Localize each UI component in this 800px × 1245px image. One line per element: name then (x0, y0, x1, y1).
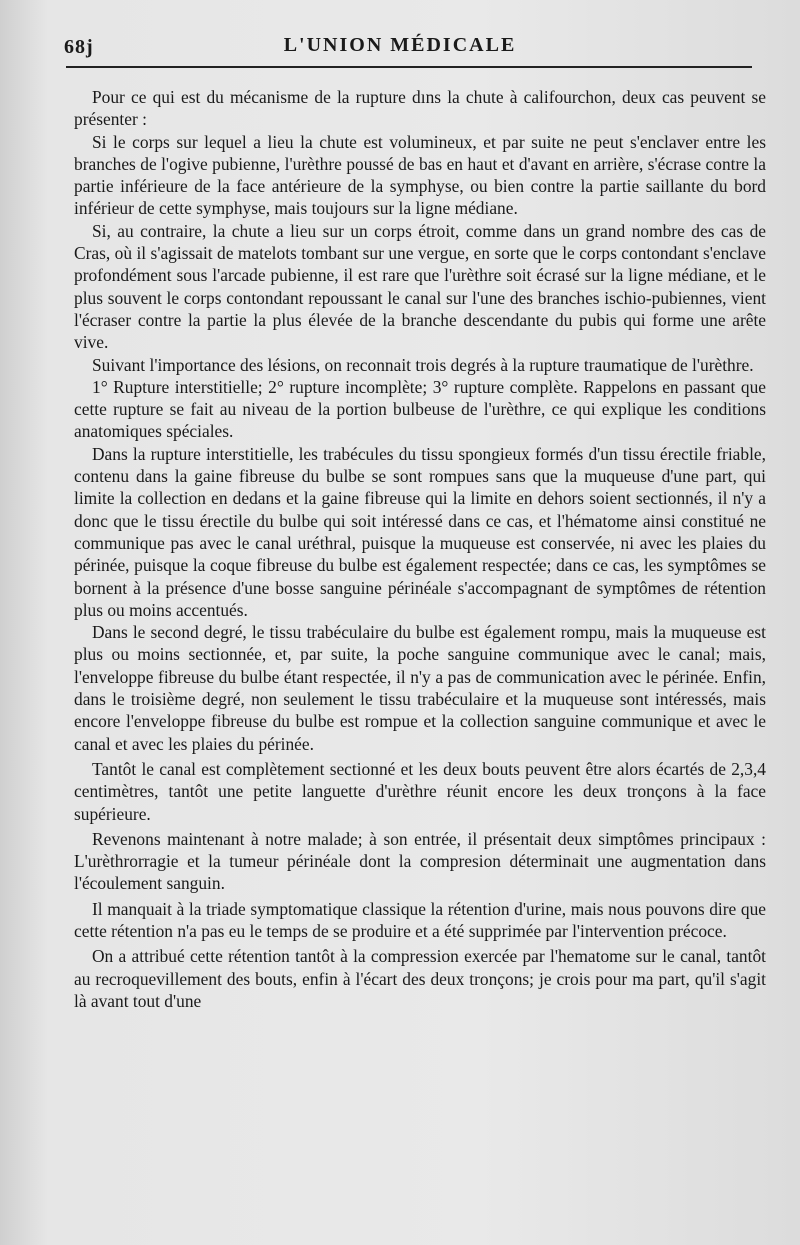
running-title: L'UNION MÉDICALE (283, 34, 517, 56)
page-number: 68ј (64, 36, 94, 58)
paragraph: Si le corps sur lequel a lieu la chute est volumineux, et par suite ne peut s'enclaver entre les branches de l'ogive pubienne, l'urèthre poussé de bas en haut et d'avant en arrière, s'écrase contre la partie inférieure de la face antérieure de la symphyse, ou bien contre la partie saillante du bord inférieur de cette symphyse, mais toujours sur la ligne médiane. (74, 131, 766, 219)
paragraph: Dans la rupture interstitielle, les trabécules du tissu spongieux formés d'un tissu érectile friable, contenu dans la gaine fibreuse du bulbe se sont rompues sans que la muqueuse d'une part, qui limite la collection en dedans et la gaine fibreuse qui la limite en dehors soient sectionnés, il n'y a donc que le tissu érectile du bulbe qui soit intéressé dans ce cas, et l'hématome ainsi constitué ne communique pas avec le canal uréthral, puisque la muqueuse est conservée, ni avec les plaies du périnée, puisque la coque fibreuse du bulbe est également respectée; dans ce cas, les symptômes se bornent à la présence d'une bosse sanguine périnéale s'accompagnant de symptômes de rétention plus ou moins accentués. (74, 443, 766, 620)
paragraph: Dans le second degré, le tissu trabéculaire du bulbe est également rompu, mais la muqueuse est plus ou moins sectionnée, et, par suite, la poche sanguine communique avec le canal; mais, l'enveloppe fibreuse du bulbe étant respectée, il n'y a pas de communication avec le périnée. Enfin, dans le troisième degré, non seulement le tissu trabéculaire et la muqueuse sont intéressés, mais encore l'enveloppe fibreuse du bulbe est rompue et la collection sanguine communique et avec le canal et avec les plaies du périnée. (74, 622, 766, 754)
paragraph: Il manquait à la triade symptomatique classique la rétention d'urine, mais nous pouvons dire que cette rétention n'a pas eu le temps de se produire et a été supprimée par l'intervention précoce. (74, 898, 766, 941)
paragraph: Si, au contraire, la chute a lieu sur un corps étroit, comme dans un grand nombre des cas de Cras, où il s'agissait de matelots tombant sur une vergue, en sorte que le corps contondant s'enclave profondément sous l'arcade pubienne, il est rare que l'urèthre soit écrasé sur la ligne médiane, et le plus souvent le corps contondant repoussant le canal sur l'une des branches ischio-pubiennes, vient l'écraser contre la partie la plus élevée de la branche descendante du pubis qui forme une arête vive. (74, 220, 766, 353)
body-text (74, 86, 766, 1012)
paragraph: Tantôt le canal est complètement sectionné et les deux bouts peuvent être alors écartés de 2,3,4 centimètres, tantôt une petite languette d'urèthre réunit encore les deux tronçons à la face supérieure. (74, 758, 766, 824)
paragraph: 1° Rupture interstitielle; 2° rupture incomplète; 3° rupture complète. Rappelons en passant que cette rupture se fait au niveau de la portion bulbeuse de l'urèthre, ce qui explique les conditions anatomiques spéciales. (74, 376, 766, 442)
paragraph: On a attribué cette rétention tantôt à la compression exercée par l'hematome sur le canal, tantôt au recroquevillement des bouts, enfin à l'écart des deux tronçons; je crois pour ma part, qu'il s'agit là avant tout d'une (74, 946, 766, 1011)
paragraph: Suivant l'importance des lésions, on reconnait trois degrés à la rupture traumatique de l'urèthre. (92, 354, 754, 375)
paragraph: Revenons maintenant à notre malade; à son entrée, il présentait deux simptômes principaux : L'urèthrorragie et la tumeur périnéale dont la compresion déterminait une augmentation dans l'écoulement sanguin. (74, 828, 766, 894)
paragraph: Pour ce qui est du mécanisme de la rupture dıns la chute à califourchon, deux cas peuvent se présenter : (74, 87, 766, 130)
header-rule (66, 66, 752, 68)
page-header (0, 30, 800, 64)
